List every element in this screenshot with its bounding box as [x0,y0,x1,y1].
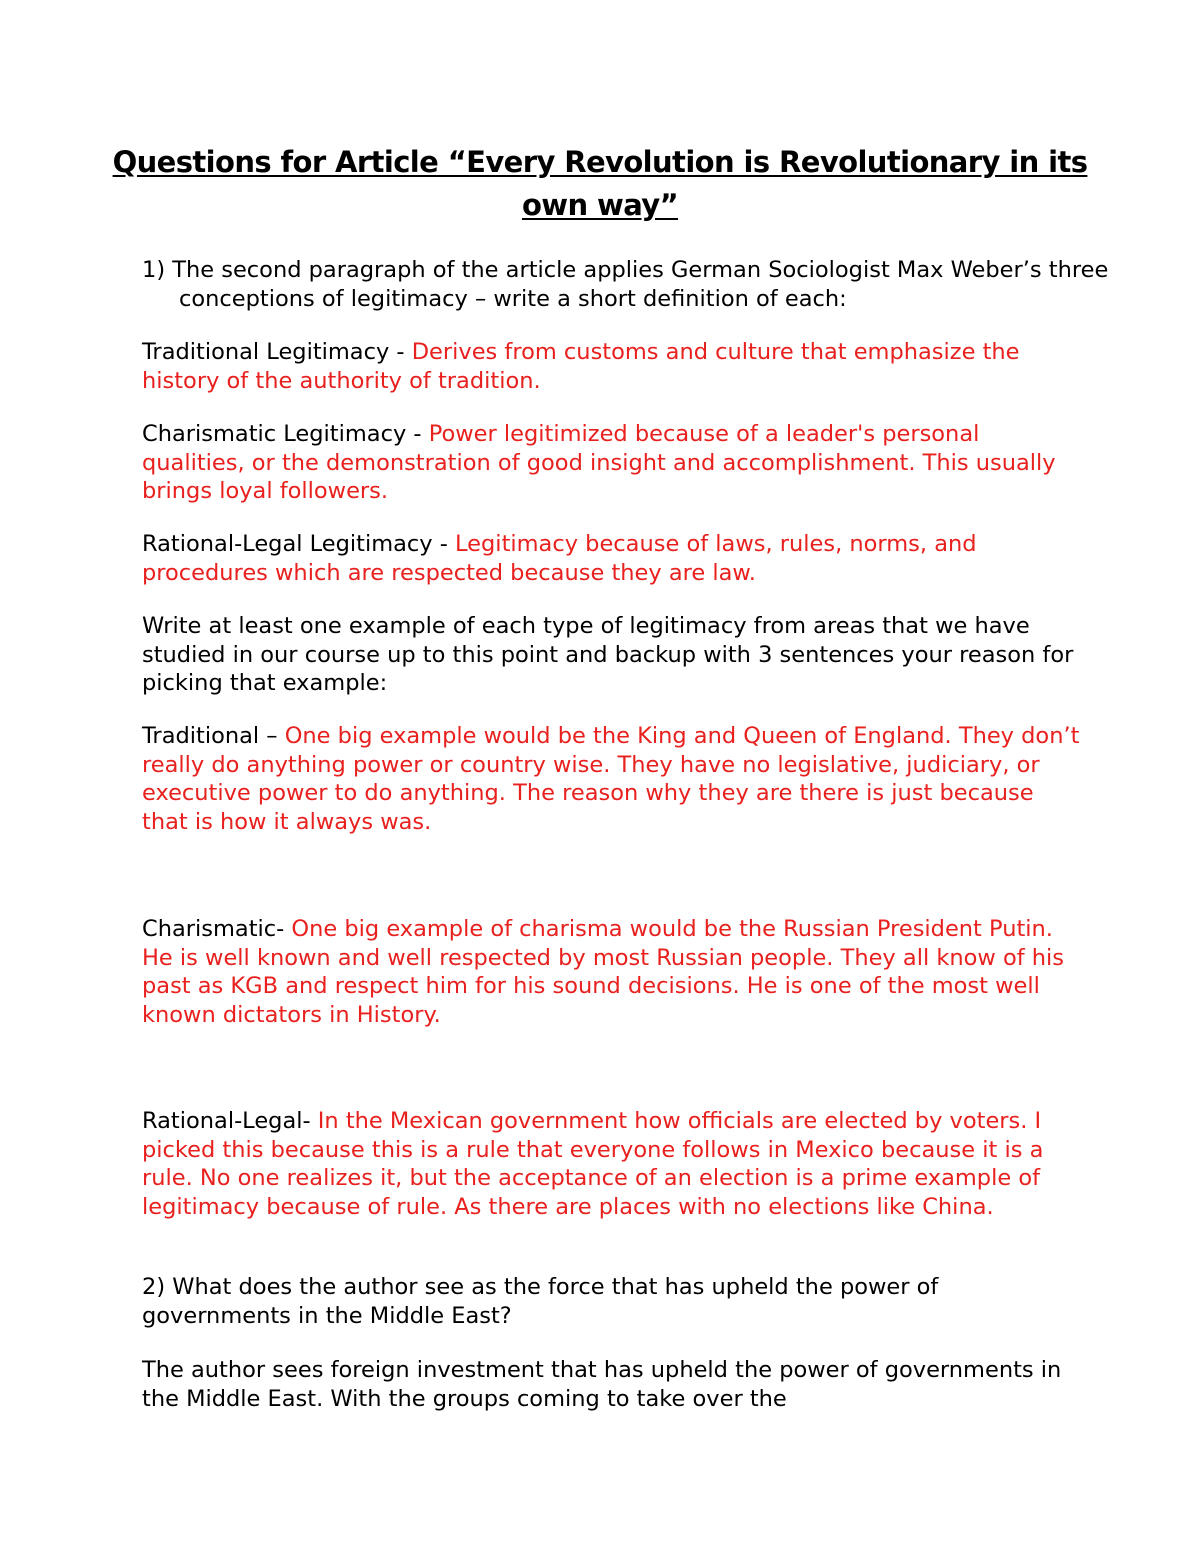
question-1: 1) The second paragraph of the article applies German Sociologist Max Weber’s three conceptions of legitimacy – write a short definition of each: [142,257,1109,312]
example-charismatic-answer: One big example of charisma would be the Russian President Putin. He is well known and well respected by most Russian people. They all know of his past as KGB and respect him for his sound decisions. He is one of the most well known dictators in History. [142,916,1065,1028]
example-prompt: Write at least one example of each type of legitimacy from areas that we have studied in our course up to this point and backup with 3 sentences your reason for picking that example: [142,613,1074,696]
question-2: 2) What does the author see as the force that has upheld the power of governments in the Middle East? [142,1274,939,1329]
traditional-answer: Derives from customs and culture that emphasize the history of the authority of tradition. [142,339,1020,394]
charismatic-label: Charismatic Legitimacy - [142,421,429,447]
example-rational-answer: In the Mexican government how officials are elected by voters. I picked this because this is a rule that everyone follows in Mexico because it is a rule. No one realizes it, but the acceptance of an election is a prime example of legitimacy because of rule. As there are places with no elections like China. [142,1108,1044,1220]
rational-definition [142,530,1082,587]
example-traditional-answer: One big example would be the King and Queen of England. They don’t really do anything power or country wise. They have no legislative, judiciary, or executive power to do anything. The reason why they are there is just because that is how it always was. [142,723,1080,835]
traditional-label: Traditional Legitimacy - [142,339,412,365]
example-charismatic-label: Charismatic- [142,916,292,942]
charismatic-definition [142,420,1082,506]
example-rational [142,1107,1082,1221]
example-rational-label: Rational-Legal- [142,1108,318,1134]
example-traditional-label: Traditional – [142,723,285,749]
question-2-answer: The author sees foreign investment that has upheld the power of governments in the Middle East. With the groups coming to take over the [142,1357,1062,1412]
rational-label: Rational-Legal Legitimacy - [142,531,456,557]
rational-answer: Legitimacy because of laws, rules, norms, and procedures which are respected because they are law. [142,531,977,586]
page-title-line-2: own way” [521,188,679,222]
traditional-definition [142,338,1082,395]
example-traditional [142,722,1082,836]
example-charismatic [142,915,1082,1029]
page-title-line-1: Questions for Article “Every Revolution is Revolutionary in its [112,145,1088,179]
charismatic-answer: Power legitimized because of a leader's personal qualities, or the demonstration of good insight and accomplishment. This usually brings loyal followers. [142,421,1056,504]
